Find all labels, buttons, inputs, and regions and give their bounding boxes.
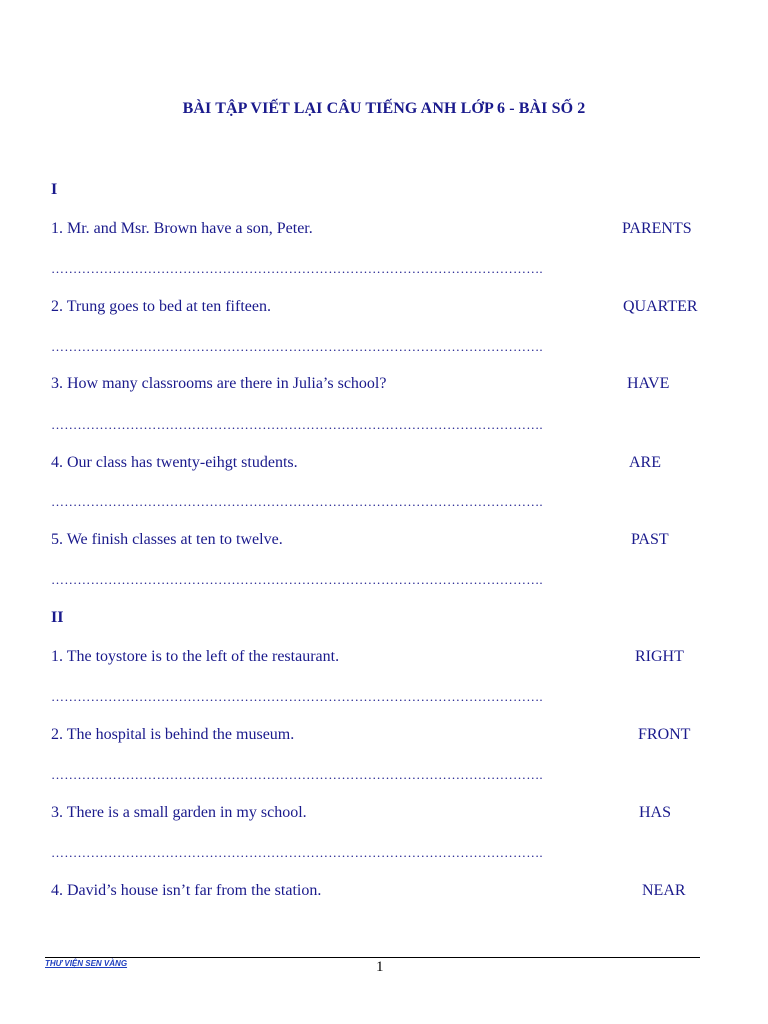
exercise-item bbox=[51, 648, 711, 668]
exercise-sentence: 5. We finish classes at ten to twelve. bbox=[51, 531, 283, 548]
footer-divider bbox=[45, 957, 700, 958]
exercise-item bbox=[51, 804, 711, 824]
answer-line: …………………………………………………………………………………………………. bbox=[51, 689, 543, 704]
answer-line: …………………………………………………………………………………………………. bbox=[51, 494, 543, 509]
section-label-1: I bbox=[51, 181, 58, 198]
exercise-keyword: ARE bbox=[629, 454, 661, 471]
exercise-sentence: 3. How many classrooms are there in Julia’s school? bbox=[51, 375, 387, 392]
footer-brand-link[interactable]: THƯ VIỆN SEN VÀNG bbox=[45, 959, 128, 968]
answer-line: …………………………………………………………………………………………………. bbox=[51, 767, 543, 782]
page-title: BÀI TẬP VIẾT LẠI CÂU TIẾNG ANH LỚP 6 - BÀI SỐ 2 bbox=[182, 100, 586, 117]
exercise-sentence: 3. There is a small garden in my school. bbox=[51, 804, 307, 821]
exercise-sentence: 2. The hospital is behind the museum. bbox=[51, 726, 295, 743]
exercise-sentence: 1. The toystore is to the left of the restaurant. bbox=[51, 648, 340, 665]
answer-line: …………………………………………………………………………………………………. bbox=[51, 339, 543, 354]
exercise-keyword: RIGHT bbox=[635, 648, 684, 665]
exercise-item bbox=[51, 220, 711, 240]
exercise-keyword: HAVE bbox=[627, 375, 670, 392]
exercise-sentence: 2. Trung goes to bed at ten fifteen. bbox=[51, 298, 271, 315]
exercise-keyword: HAS bbox=[639, 804, 672, 821]
exercise-sentence: 4. David’s house isn’t far from the station. bbox=[51, 882, 322, 899]
exercise-item bbox=[51, 531, 711, 551]
exercise-item bbox=[51, 454, 711, 474]
exercise-keyword: FRONT bbox=[638, 726, 691, 743]
exercise-keyword: QUARTER bbox=[623, 298, 698, 315]
exercise-keyword: NEAR bbox=[642, 882, 686, 899]
exercise-item bbox=[51, 882, 711, 902]
answer-line: …………………………………………………………………………………………………. bbox=[51, 572, 543, 587]
exercise-keyword: PAST bbox=[631, 531, 669, 548]
answer-line: …………………………………………………………………………………………………. bbox=[51, 417, 543, 432]
exercise-sentence: 1. Mr. and Msr. Brown have a son, Peter. bbox=[51, 220, 313, 237]
exercise-keyword: PARENTS bbox=[622, 220, 692, 237]
exercise-sentence: 4. Our class has twenty-eihgt students. bbox=[51, 454, 298, 471]
section-label-2: II bbox=[51, 609, 64, 626]
answer-line: …………………………………………………………………………………………………. bbox=[51, 845, 543, 860]
exercise-item bbox=[51, 375, 711, 395]
page-number: 1 bbox=[376, 959, 384, 975]
exercise-item bbox=[51, 726, 711, 746]
answer-line: …………………………………………………………………………………………………. bbox=[51, 261, 543, 276]
exercise-item bbox=[51, 298, 711, 318]
